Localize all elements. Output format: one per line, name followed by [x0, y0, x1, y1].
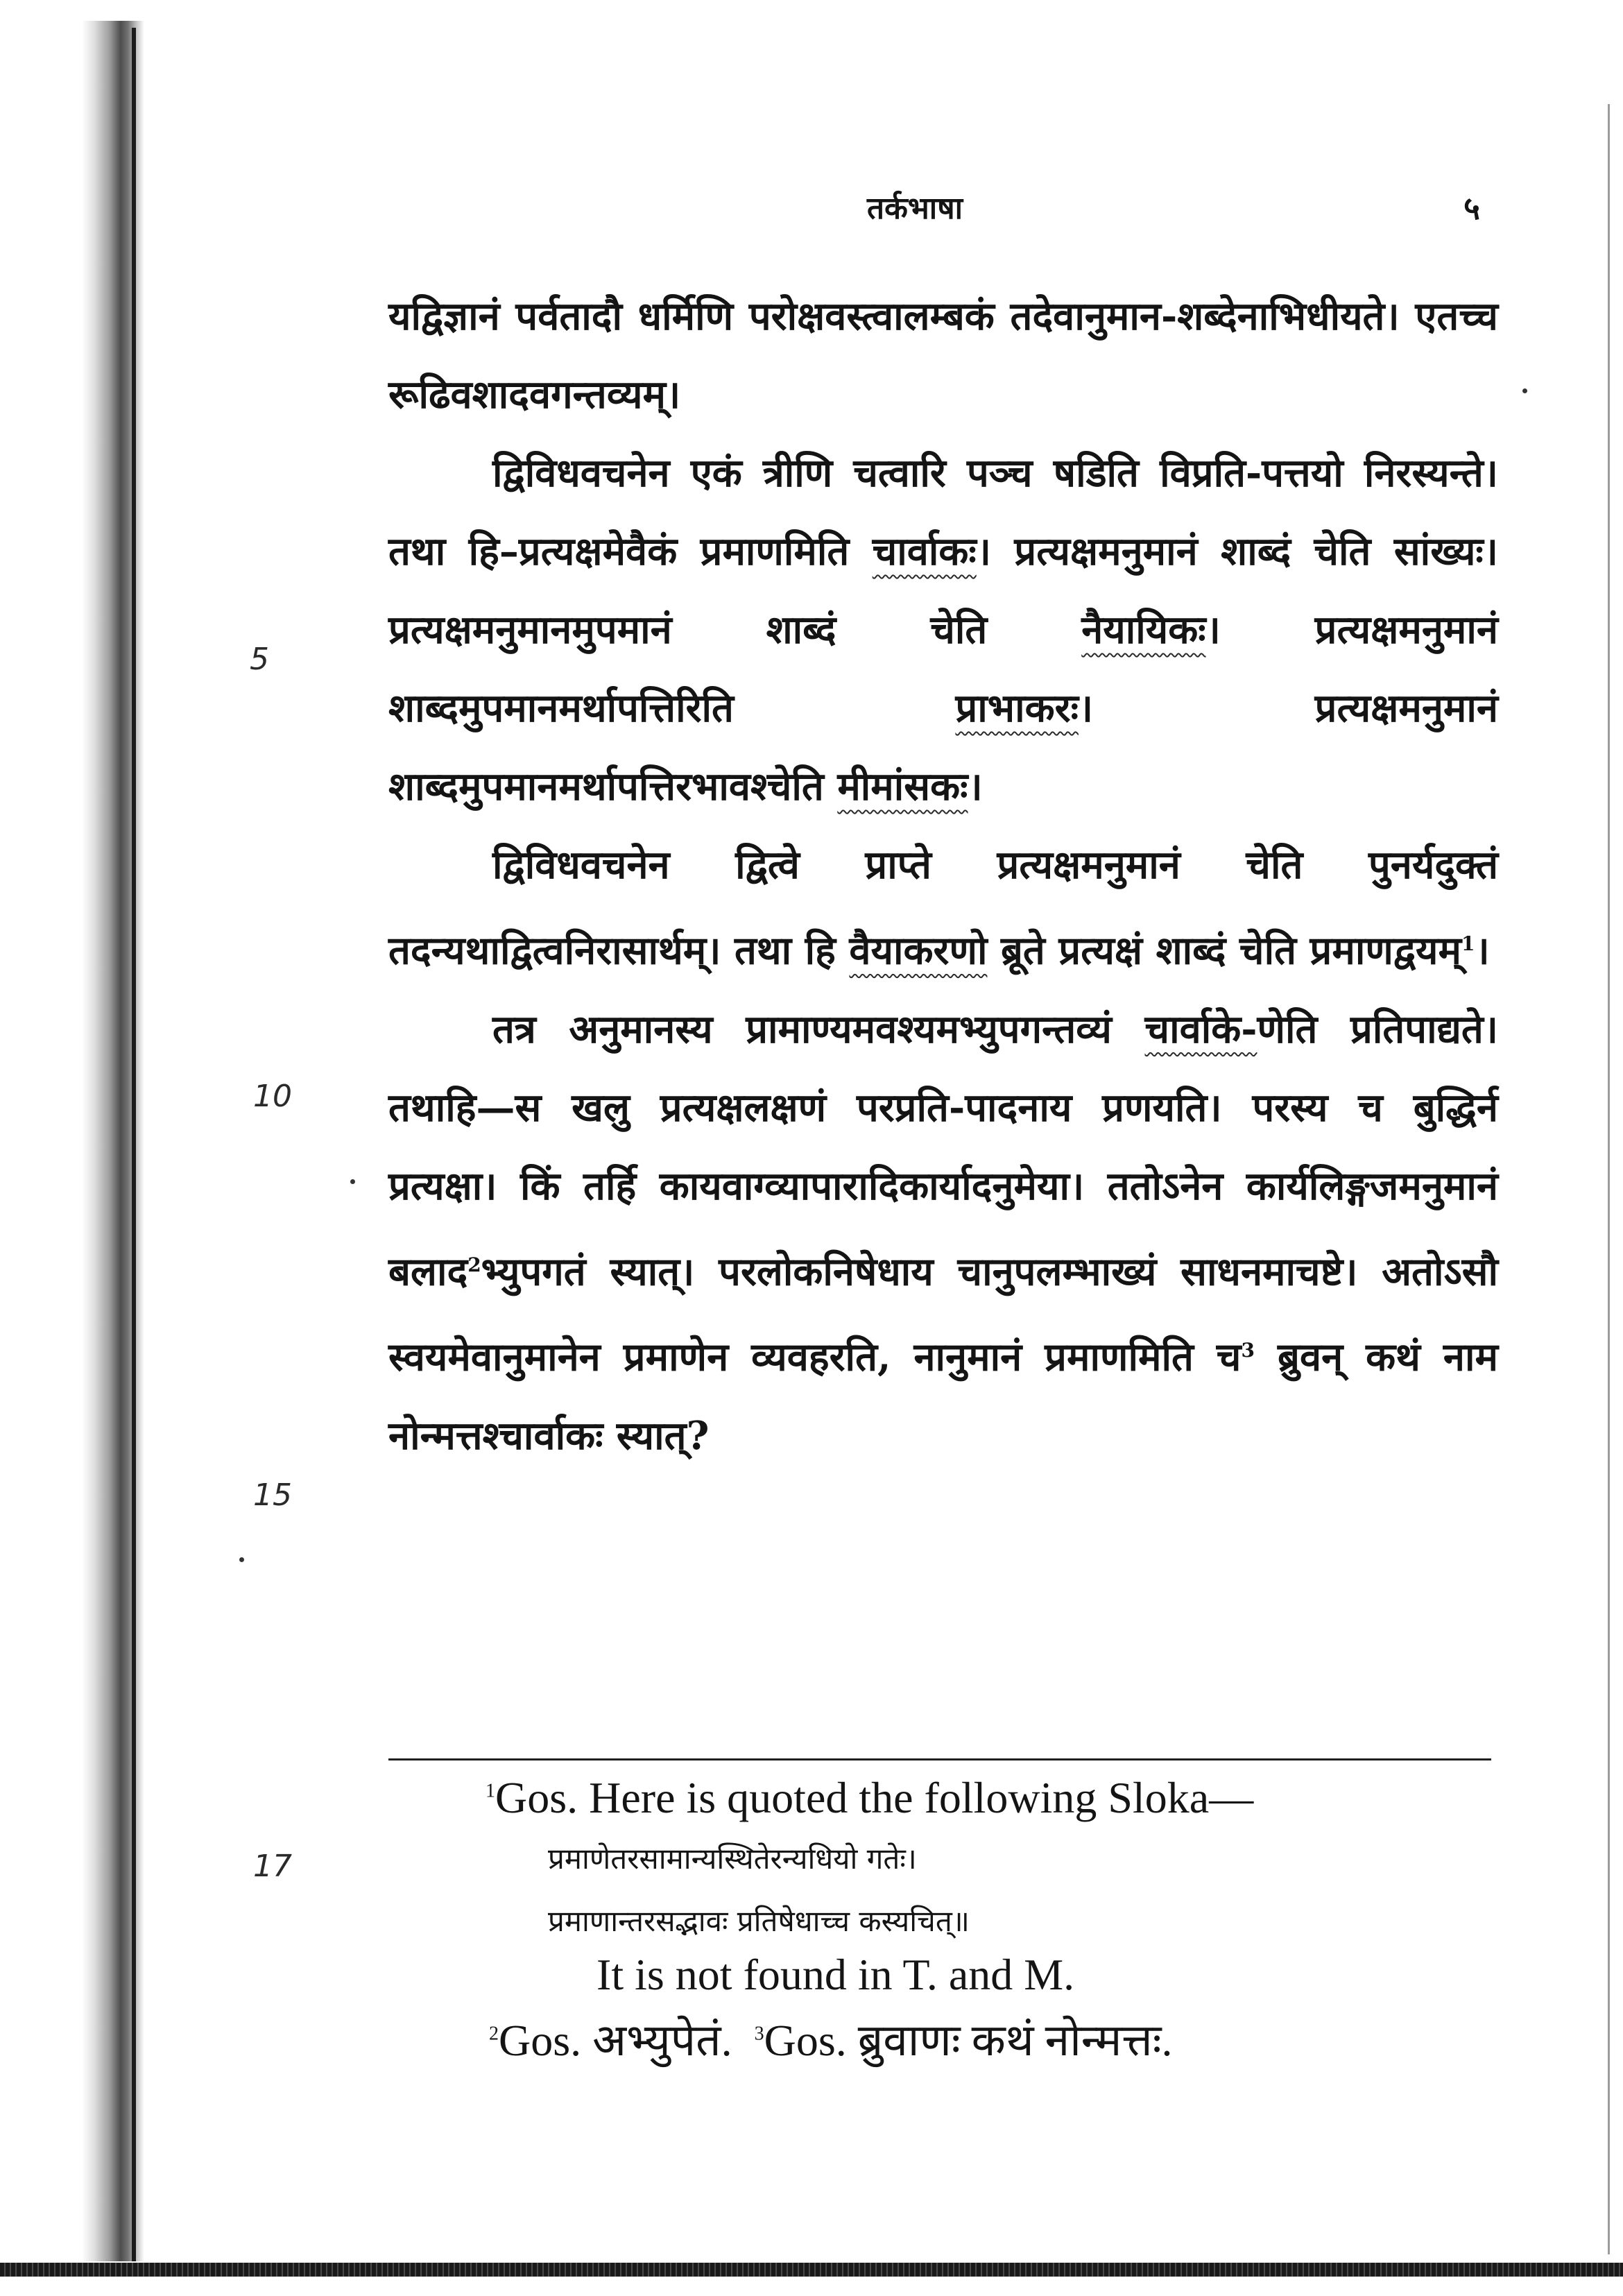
p3-text-b: ब्रूते प्रत्यक्षं शाब्दं चेति प्रमाणद्वयम् — [987, 927, 1462, 974]
scan-bottom-edge — [0, 2263, 1623, 2277]
scan-speck — [239, 1557, 244, 1562]
main-text-block — [388, 277, 1498, 1475]
paragraph-3 — [388, 826, 1498, 991]
footnote-1-verse-1: प्रमाणेतरसामान्यस्थितेरन्यधियो गतेः। — [548, 1842, 917, 1876]
p2-text-c: । प्रत्यक्षमनुमानमुपमानं शाब्दं चेति — [388, 529, 1498, 653]
term-mimamsaka: मीमांसकः — [837, 764, 968, 809]
term-vaiyakarana: वैयाकरणो — [849, 927, 988, 974]
p2-text-a: द्विविधवचनेन एकं त्रीणि चत्वारि पञ्च षडिति विप्रति-पत्तयो निरस्यन्ते। तथा हि–प्रत्यक्षमेवैकं प्रमाणमिति — [388, 450, 1498, 574]
p2-text-d: । प्रत्यक्षमनुमानं शाब्दमुपमानमर्थापत्तिरिति — [388, 607, 1498, 731]
scan-speck — [350, 1179, 355, 1184]
footnote-2-text: Gos. अभ्युपेतं. — [499, 2016, 732, 2065]
p4-text-c: भ्युपगतं स्यात्। परलोकनिषेधाय चानुपलम्भाख्यं साधनमाचष्टे। अतोऽसौ स्वयमेवानुमानेन प्रमाणेन व्यवहरति, नानुमानं प्रमाणमिति च — [388, 1249, 1498, 1380]
footnote-1-text: Gos. Here is quoted the following Sloka— — [495, 1773, 1254, 1822]
margin-line-number: 15 — [253, 1477, 292, 1513]
footnote-3-text: Gos. ब्रुवाणः कथं नोन्मत्तः. — [764, 2016, 1173, 2065]
p2-text-b: । प्रत्यक्षमनुमानं शाब्दं चेति — [976, 529, 1394, 574]
paragraph-1 — [388, 277, 1498, 434]
footnote-ref-1: 1 — [1461, 932, 1475, 955]
footnote-rule — [388, 1758, 1491, 1760]
margin-line-number: 10 — [253, 1079, 292, 1114]
p2-text-e: । प्रत्यक्षमनुमानं शाब्दमुपमानमर्थापत्तिरभावश्चेति — [388, 685, 1498, 809]
term-charvaka-2: चार्वाके- — [1144, 1006, 1257, 1052]
term-charvaka: चार्वाकः — [872, 529, 977, 574]
p4-text-a: तत्र अनुमानस्य प्रामाण्यमवश्यमभ्युपगन्तव्यं — [492, 1006, 1145, 1052]
p3-text-a: द्विविधवचनेन द्वित्वे प्राप्ते प्रत्यक्षमनुमानं चेति पुनर्यदुक्तं तदन्यथाद्वित्वनिरासार्थम्। तथा हि — [388, 842, 1498, 974]
paragraph-4 — [388, 991, 1498, 1475]
scan-speck — [1522, 388, 1527, 393]
term-prabhakara: प्राभाकरः — [955, 685, 1079, 731]
margin-line-number: 5 — [250, 642, 269, 677]
p3-text-c: । — [1475, 927, 1490, 974]
footnote-1-note: It is not found in T. and M. — [596, 1950, 1075, 1999]
paragraph-1-text: यद्विज्ञानं पर्वतादौ धर्मिणि परोक्षवस्त्वालम्बकं तदेवानुमान-शब्देनाभिधीयते। एतच्च रूढिवशादवगन्तव्यम्। — [388, 293, 1498, 418]
page-right-edge — [1608, 104, 1610, 2254]
term-naiyayika: नैयायिकः — [1081, 607, 1206, 653]
footnote-1-marker: 1 — [486, 1780, 495, 1802]
paragraph-2 — [388, 434, 1498, 826]
margin-line-number: 17 — [253, 1849, 292, 1884]
page-number: ५ — [1463, 189, 1480, 227]
binding-gutter-line — [132, 28, 136, 2261]
footnote-2-marker: 2 — [489, 2023, 499, 2045]
footnote-3-marker: 3 — [754, 2023, 764, 2045]
p4-text-b: णेति प्रतिपाद्यते। तथाहि—स खलु प्रत्यक्षलक्षणं परप्रति-पादनाय प्रणयति। परस्य च बुद्धिर्न प्रत्यक्षा। किं तर्हि कायवाग्व्यापारादिकार्यादनुमेया। ततोऽनेन कार्यलिङ्गजमनुमानं बलाद — [388, 1006, 1498, 1295]
footnote-1-verse-2: प्रमाणान्तरसद्भावः प्रतिषेधाच्च कस्यचित्॥ — [548, 1904, 970, 1938]
footnote-ref-2: 2 — [467, 1253, 481, 1276]
footnote-1 — [486, 1772, 1253, 1824]
term-sankhya: सांख्यः — [1393, 529, 1484, 574]
p2-text-f: । — [968, 764, 983, 809]
running-head-title: तर्कभाषा — [867, 191, 963, 226]
footnote-ref-3: 3 — [1241, 1339, 1255, 1362]
footnotes-2-3 — [489, 2008, 1173, 2068]
p4-text-d: ब्रुवन् कथं नाम नोन्मत्तश्चार्वाकः स्यात्? — [388, 1334, 1498, 1459]
